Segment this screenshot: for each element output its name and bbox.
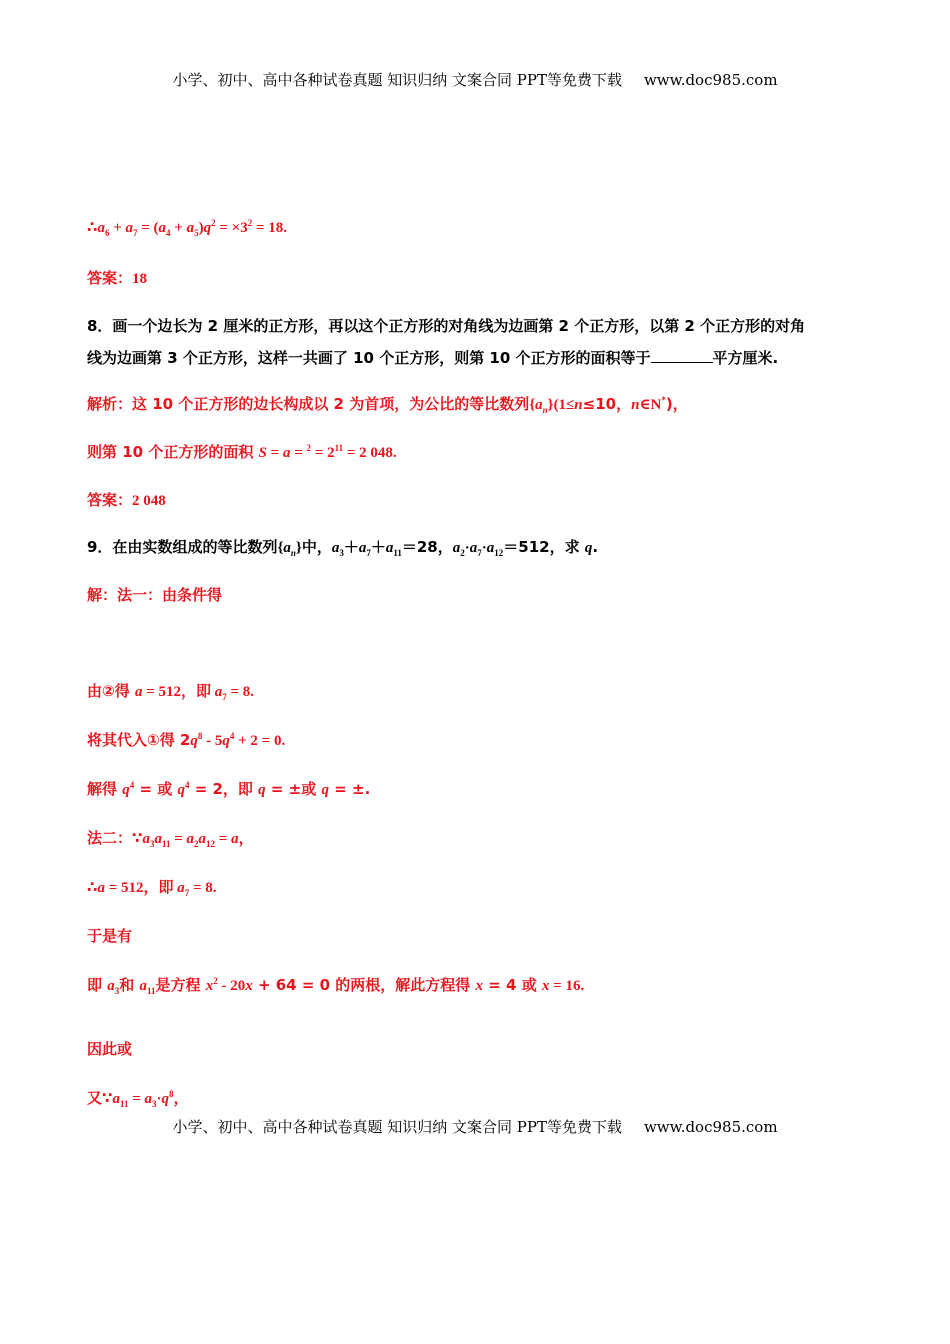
page-footer bbox=[0, 1116, 950, 1137]
q9-also: 又$\because a_{11} = a_3\cdot q^8$， bbox=[87, 1089, 189, 1109]
q9-solve: 解得 $q^4$ = 或 $q^4 = 2$，即 q = ±或 q = ±. bbox=[87, 780, 371, 798]
footer-text: 小学、初中、高中各种试卷真题 知识归纳 文案合同 PPT等免费下载 bbox=[172, 1118, 622, 1136]
q9-substitute: 将其代入①得 $2q^8 - 5q^4 + 2 = 0$. bbox=[87, 731, 286, 749]
q9-method2: 法二：$\because a_3a_{11} = a_2a_{12} = a$， bbox=[87, 829, 254, 849]
q7-answer: 答案：18 bbox=[87, 269, 148, 287]
q8-area: 则第 10 个正方形的面积 $S = a = ^2 = 2^{11} = 2$ 048. bbox=[87, 443, 397, 461]
q8-analysis: 解析：这 10 个正方形的边长构成以 2 为首项，为公比的等比数列$\{a_n\}(1\le n\le 10$，n∈N*)， bbox=[87, 395, 688, 415]
q8-stem-line2: 线为边画第 3 个正方形，这样一共画了 10 个正方形，则第 10 个正方形的面积等于 平方厘米. bbox=[87, 349, 779, 367]
q7-conclusion: $\therefore a_6 + a_7 = (a_4 + a_5)q^2 = \times 3^2 = 18$. bbox=[87, 218, 288, 238]
q9-hence: 因此或 bbox=[87, 1040, 133, 1058]
header-text: 小学、初中、高中各种试卷真题 知识归纳 文案合同 PPT等免费下载 bbox=[172, 71, 622, 89]
q8-answer: 答案：2 048 bbox=[87, 491, 166, 509]
q9-roots: 即 $a_3$和 $a_{11}$是方程 $x^2 - 20x + 64 = 0$ 的两根，解此方程得 x = 4 或 x = 16. bbox=[87, 976, 585, 996]
q9-method1: 解：法一：由条件得 bbox=[87, 586, 223, 604]
q9-from-eq2: 由②得 a = 512，即 $a_7 = 8$. bbox=[87, 682, 255, 702]
q9-stem: 9．在由实数组成的等比数列$\{a_n\}$中，$a_3+a_7+a_{11}=28$，$a_2\cdot a_7\cdot a_{12}=512$，求 q. bbox=[87, 538, 599, 558]
q8-stem-line1: 8．画一个边长为 2 厘米的正方形，再以这个正方形的对角线为边画第 2 个正方形，以第 2 个正方形的对角 bbox=[87, 317, 806, 335]
footer-url: www.doc985.com bbox=[643, 1118, 778, 1136]
answer-blank bbox=[651, 348, 713, 363]
q9-therefore: ∴a = 512，即 $a_7 = 8$. bbox=[87, 878, 217, 898]
q9-so-have: 于是有 bbox=[87, 927, 133, 945]
page-header bbox=[0, 69, 950, 90]
header-url: www.doc985.com bbox=[643, 71, 778, 89]
